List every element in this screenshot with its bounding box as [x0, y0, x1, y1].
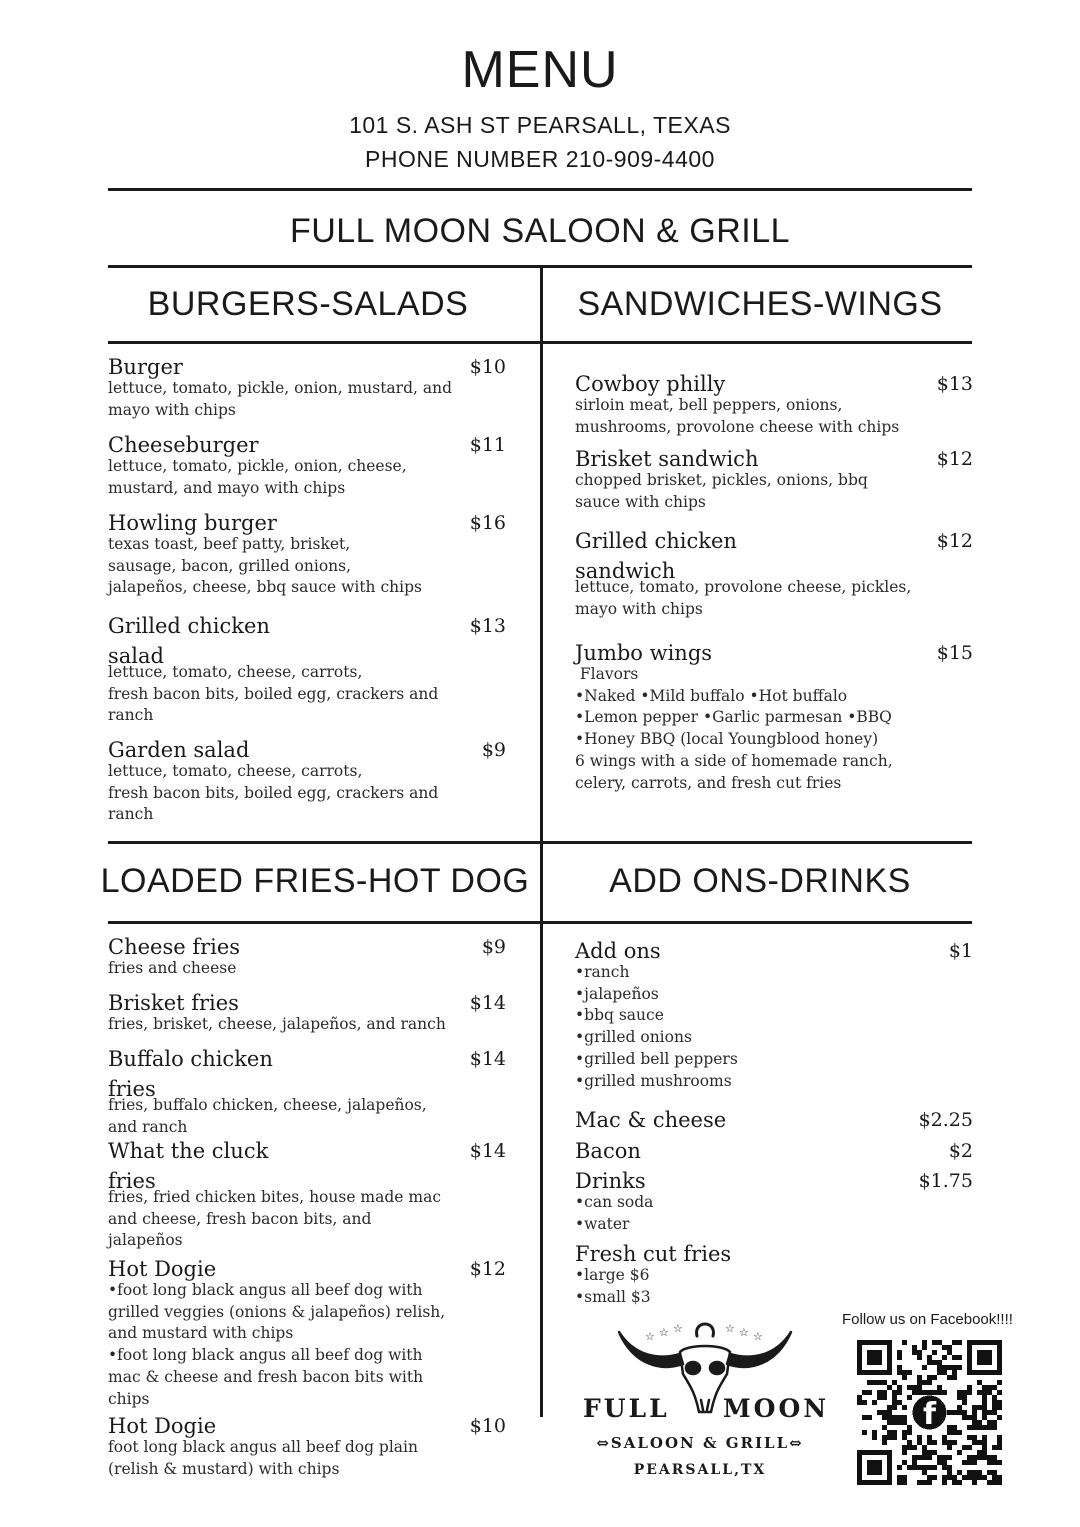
item-description-line: •small $3	[575, 1287, 651, 1306]
logo-moon-text: MOON	[723, 1394, 830, 1423]
item-price: $12	[936, 530, 973, 552]
item-description-line: •water	[575, 1214, 630, 1233]
phone-number: PHONE NUMBER 210-909-4400	[365, 146, 715, 172]
item-name: Hot Dogie	[108, 1257, 217, 1281]
svg-text:☆: ☆	[673, 1322, 683, 1335]
item-description-line: •grilled mushrooms	[575, 1071, 732, 1090]
item-description-line: mayo with chips	[108, 400, 236, 419]
divider-row2-top	[108, 841, 972, 844]
item-description-line: chips	[108, 1389, 150, 1408]
item-description-line: mac & cheese and fresh bacon bits with	[108, 1367, 424, 1386]
item-description-line: lettuce, tomato, cheese, carrots,	[108, 762, 363, 780]
item-description-line: lettuce, tomato, pickle, onion, mustard, and	[108, 379, 453, 397]
item-description-line: fries, buffalo chicken, cheese, jalapeños,	[108, 1096, 427, 1114]
item-description-line: lettuce, tomato, provolone cheese, pickles,	[575, 578, 912, 596]
item-price: $1.75	[918, 1170, 973, 1192]
logo-location-text: PEARSALL,TX	[633, 1462, 767, 1478]
menu-title: MENU	[461, 41, 619, 99]
item-price: $14	[469, 1140, 506, 1162]
item-description-line: mayo with chips	[575, 599, 703, 618]
section-title-add-ons-drinks: ADD ONS-DRINKS	[609, 862, 911, 900]
divider-top	[108, 188, 972, 191]
item-name-continued: fries	[108, 1169, 156, 1193]
item-name-continued: salad	[108, 644, 164, 668]
item-name: Add ons	[575, 939, 661, 963]
item-name: Burger	[108, 355, 183, 379]
item-name: Brisket fries	[108, 991, 239, 1015]
section-title-loaded-fries-hot-dog: LOADED FRIES-HOT DOG	[100, 862, 530, 900]
item-name: Fresh cut fries	[575, 1242, 732, 1266]
item-name-continued: fries	[108, 1077, 156, 1101]
item-description-line: 6 wings with a side of homemade ranch,	[575, 751, 893, 770]
item-name: Mac & cheese	[575, 1108, 727, 1132]
item-description-line: •Honey BBQ (local Youngblood honey)	[575, 730, 879, 749]
item-description-line: •Lemon pepper •Garlic parmesan •BBQ	[575, 708, 892, 727]
item-description-line: •can soda	[575, 1193, 654, 1211]
restaurant-name: FULL MOON SALOON & GRILL	[289, 212, 791, 250]
item-description-line: and ranch	[108, 1117, 188, 1136]
follow-facebook-text: Follow us on Facebook!!!!	[842, 1311, 1013, 1328]
section-title-burgers-salads: BURGERS-SALADS	[147, 285, 469, 323]
item-name: Cheeseburger	[108, 433, 259, 457]
item-description-line: •bbq sauce	[575, 1006, 664, 1025]
item-description-line: fresh bacon bits, boiled egg, crackers and	[108, 684, 439, 703]
section-title-sandwiches-wings: SANDWICHES-WINGS	[577, 285, 943, 323]
item-price: $14	[469, 992, 506, 1014]
item-description-line: ranch	[108, 805, 154, 824]
item-name: Howling burger	[108, 511, 277, 535]
item-description-line: fresh bacon bits, boiled egg, crackers and	[108, 783, 439, 802]
item-description-line: celery, carrots, and fresh cut fries	[575, 773, 842, 792]
item-description-line: sausage, bacon, grilled onions,	[108, 556, 352, 575]
item-description-line: •large $6	[575, 1266, 650, 1284]
svg-text:☆: ☆	[725, 1322, 735, 1335]
item-name: Drinks	[575, 1169, 646, 1193]
item-description-line: jalapeños	[108, 1231, 183, 1250]
item-name: Hot Dogie	[108, 1414, 217, 1438]
divider-row1	[108, 341, 972, 344]
item-description-line: •foot long black angus all beef dog with	[108, 1281, 423, 1299]
svg-text:☆: ☆	[645, 1330, 655, 1343]
item-price: $2.25	[918, 1109, 973, 1131]
item-description-line: texas toast, beef patty, brisket,	[108, 535, 351, 553]
item-price: $10	[469, 1415, 506, 1437]
item-description-line: mustard, and mayo with chips	[108, 478, 346, 497]
item-description-line: fries and cheese	[108, 959, 237, 977]
item-description-line: mushrooms, provolone cheese with chips	[575, 417, 900, 436]
divider-row2	[108, 921, 972, 924]
item-name: Bacon	[575, 1139, 641, 1163]
item-description-line: ranch	[108, 706, 154, 725]
item-price: $2	[948, 1140, 973, 1162]
item-price: $9	[481, 739, 506, 761]
item-price: $12	[936, 448, 973, 470]
item-name: Grilled chicken	[575, 529, 737, 553]
item-description-line: lettuce, tomato, pickle, onion, cheese,	[108, 457, 407, 475]
item-description-line: lettuce, tomato, cheese, carrots,	[108, 663, 363, 681]
full-moon-logo	[575, 1312, 835, 1492]
item-price: $10	[469, 356, 506, 378]
item-price: $11	[469, 434, 506, 456]
facebook-qr-code[interactable]	[857, 1340, 1002, 1485]
item-price: $9	[481, 936, 506, 958]
item-description-line: •Naked •Mild buffalo •Hot buffalo	[575, 686, 848, 705]
item-description-line: chopped brisket, pickles, onions, bbq	[575, 471, 868, 489]
svg-text:☆: ☆	[753, 1330, 763, 1343]
item-name: Cowboy philly	[575, 372, 726, 396]
item-description-line: fries, fried chicken bites, house made mac	[108, 1188, 442, 1206]
item-price: $12	[469, 1258, 506, 1280]
item-name: What the cluck	[108, 1139, 269, 1163]
item-description-line: and mustard with chips	[108, 1324, 294, 1343]
item-price: $13	[469, 615, 506, 637]
item-description-line: •foot long black angus all beef dog with	[108, 1346, 423, 1365]
svg-text:☆: ☆	[659, 1326, 669, 1339]
item-price: $14	[469, 1048, 506, 1070]
item-description-line: •grilled onions	[575, 1028, 692, 1047]
address: 101 S. ASH ST PEARSALL, TEXAS	[349, 112, 731, 138]
item-description-line: Flavors	[575, 665, 639, 683]
item-name: Jumbo wings	[575, 641, 713, 665]
item-description-line: foot long black angus all beef dog plain	[108, 1438, 418, 1456]
item-description-line: (relish & mustard) with chips	[108, 1459, 340, 1478]
item-name: Grilled chicken	[108, 614, 270, 638]
logo-full-text: FULL	[583, 1394, 670, 1423]
qr-code-icon	[857, 1340, 1002, 1485]
item-description-line: grilled veggies (onions & jalapeños) relish,	[108, 1302, 446, 1321]
item-description-line: and cheese, fresh bacon bits, and	[108, 1209, 372, 1228]
item-description-line: sirloin meat, bell peppers, onions,	[575, 396, 843, 414]
svg-text:☆: ☆	[739, 1326, 749, 1339]
item-name: Brisket sandwich	[575, 447, 759, 471]
item-name: Buffalo chicken	[108, 1047, 273, 1071]
item-price: $15	[936, 642, 973, 664]
item-name-continued: sandwich	[575, 559, 676, 583]
item-price: $1	[948, 940, 973, 962]
item-description-line: fries, brisket, cheese, jalapeños, and ranch	[108, 1015, 446, 1033]
item-name: Garden salad	[108, 738, 250, 762]
item-description-line: •ranch	[575, 963, 630, 981]
item-name: Cheese fries	[108, 935, 241, 959]
item-description-line: •grilled bell peppers	[575, 1049, 738, 1068]
svg-text:f: f	[922, 1397, 937, 1432]
item-description-line: sauce with chips	[575, 492, 706, 511]
logo-saloon-grill-text: ⇔SALOON & GRILL⇔	[596, 1434, 804, 1452]
item-price: $16	[469, 512, 506, 534]
item-price: $13	[936, 373, 973, 395]
item-description-line: •jalapeños	[575, 984, 659, 1003]
item-description-line: jalapeños, cheese, bbq sauce with chips	[108, 578, 422, 597]
